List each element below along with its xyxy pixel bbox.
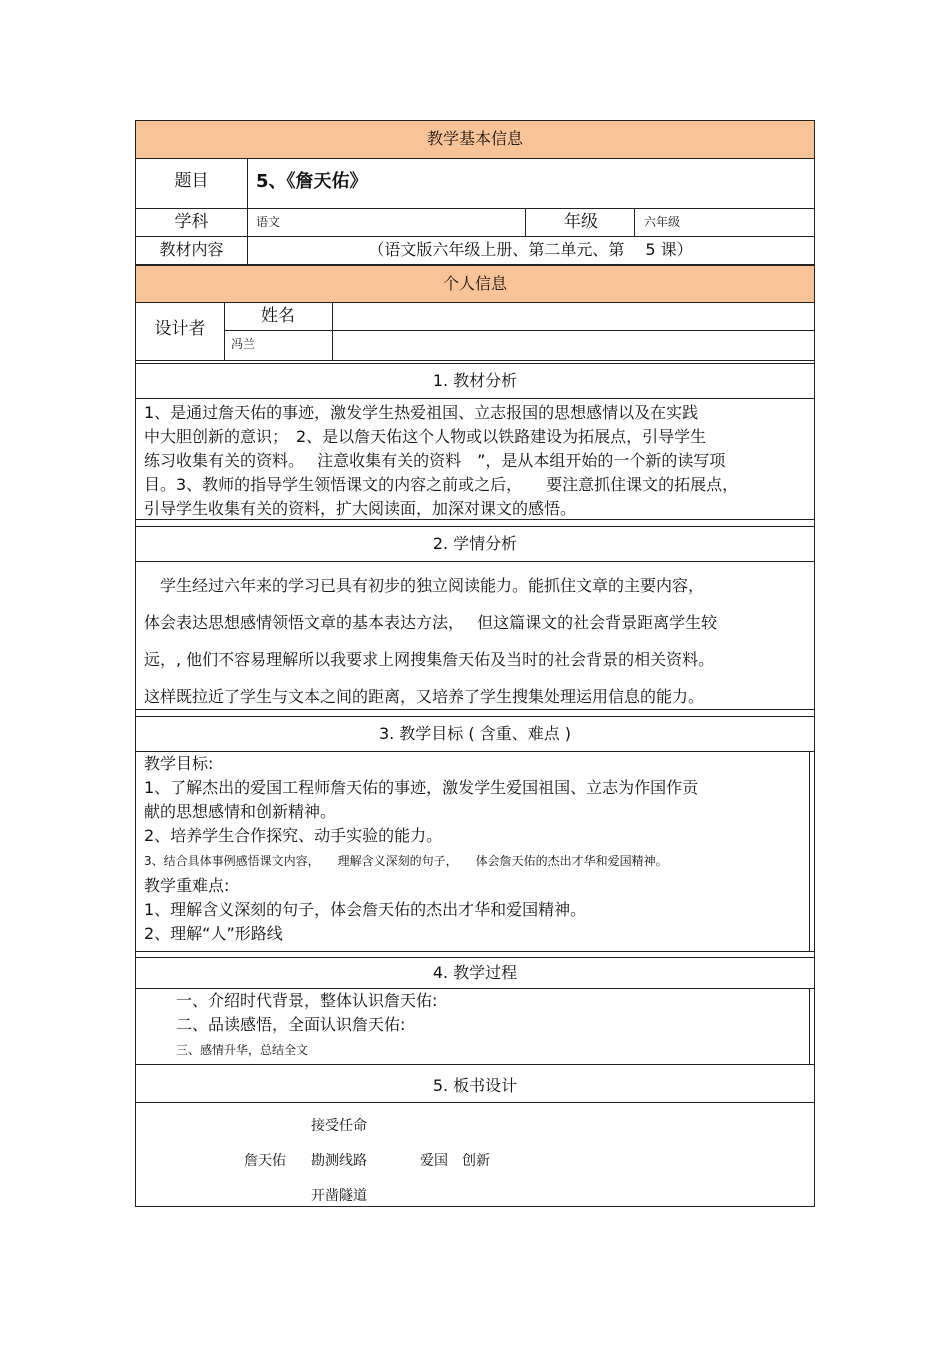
section-4-title: 4. 教学过程: [136, 957, 814, 989]
designer-label: 设计者: [154, 319, 206, 339]
topic-label: 题目: [174, 171, 209, 191]
s3-line-1: 教学目标:: [144, 754, 214, 773]
s3-line-3: 献的思想感情和创新精神。: [144, 802, 337, 821]
section-3-body: [136, 752, 814, 952]
board-item-3: 开凿隧道: [311, 1188, 367, 1204]
s3-line-4: 2、培养学生合作探究、动手实验的能力。: [144, 826, 443, 845]
s3-line-7: 1、理解含义深刻的句子，体会詹天佑的杰出才华和爱国精神。: [144, 900, 587, 919]
s3-line-6: 教学重难点:: [144, 876, 230, 895]
s3-line-2: 1、了解杰出的爱国工程师詹天佑的事迹，激发学生爱国祖国、立志为作国作贡: [144, 778, 699, 797]
grade-label: 年级: [564, 212, 598, 232]
subject-value: 语文: [256, 215, 281, 229]
board-design: [136, 1103, 814, 1206]
board-item-2: 勘测线路: [311, 1153, 367, 1169]
name-label: 姓名: [261, 306, 295, 326]
board-center: 詹天佑: [244, 1153, 286, 1169]
s4-line-1: 一、介绍时代背景，整体认识詹天佑:: [176, 991, 438, 1010]
lesson-plan-table: [135, 120, 815, 1207]
s3-line-5: 3、结合具体事例感悟课文内容， 理解含义深刻的句子， 体会詹天佑的杰出才华和爱国精神。: [144, 854, 668, 868]
section-5-title: 5. 板书设计: [136, 1071, 814, 1103]
basic-info-title: 教学基本信息: [426, 129, 523, 148]
topic-value: 5、《詹天佑》: [256, 171, 368, 192]
designer-block: [136, 303, 814, 361]
basic-info-header: [136, 121, 814, 159]
personal-info-title: 个人信息: [442, 274, 507, 293]
subject-label: 学科: [174, 212, 209, 232]
s1-line-4: 目。3、教师的指导学生领悟课文的内容之前或之后， 要注意抓住课文的拓展点，: [144, 475, 739, 494]
s1-line-1: 1、是通过詹天佑的事迹，激发学生热爱祖国、立志报国的思想感情以及在实践: [144, 403, 699, 422]
material-label: 教材内容: [159, 240, 224, 259]
material-row: [136, 237, 814, 265]
s4-line-2: 二、品读感悟，全面认识詹天佑:: [176, 1015, 406, 1034]
section-2-title: 2. 学情分析: [136, 526, 814, 562]
material-value: （语文版六年级上册、第二单元、第 5 课）: [368, 240, 693, 259]
personal-info-header: [136, 265, 814, 303]
subject-grade-row: [136, 209, 814, 237]
board-item-1: 接受任命: [311, 1118, 367, 1134]
section-2-body: [136, 562, 814, 710]
section-4-body: [136, 989, 814, 1065]
name-value: 冯兰: [231, 337, 256, 351]
section-1-body: [136, 399, 814, 520]
s1-line-5: 引导学生收集有关的资料，扩大阅读面，加深对课文的感悟。: [144, 499, 577, 518]
section-3-title: 3. 教学目标 ( 含重、难点 ): [136, 716, 814, 752]
s1-line-2: 中大胆创新的意识； 2、是以詹天佑这个人物或以铁路建设为拓展点，引导学生: [144, 427, 707, 446]
s3-line-8: 2、理解“人”形路线: [144, 924, 283, 943]
s1-line-3: 练习收集有关的资料。 注意收集有关的资料 ”，是从本组开始的一个新的读写项: [144, 451, 726, 470]
grade-value: 六年级: [644, 215, 681, 229]
section-1-title: 1. 教材分析: [136, 363, 814, 399]
s2-line-4: 这样既拉近了学生与文本之间的距离，又培养了学生搜集处理运用信息的能力。: [144, 687, 705, 706]
s2-line-2: 体会表达思想感情领悟文章的基本表达方法， 但这篇课文的社会背景距离学生较: [144, 613, 718, 632]
s4-line-3: 三、感情升华，总结全文: [176, 1043, 309, 1057]
s2-line-3: 远，, 他们不容易理解所以我要求上网搜集詹天佑及当时的社会背景的相关资料。: [144, 650, 715, 669]
board-result: 爱国 创新: [420, 1153, 490, 1169]
topic-row: [136, 159, 814, 209]
s2-line-1: 学生经过六年来的学习已具有初步的独立阅读能力。能抓住文章的主要内容，: [144, 576, 705, 595]
